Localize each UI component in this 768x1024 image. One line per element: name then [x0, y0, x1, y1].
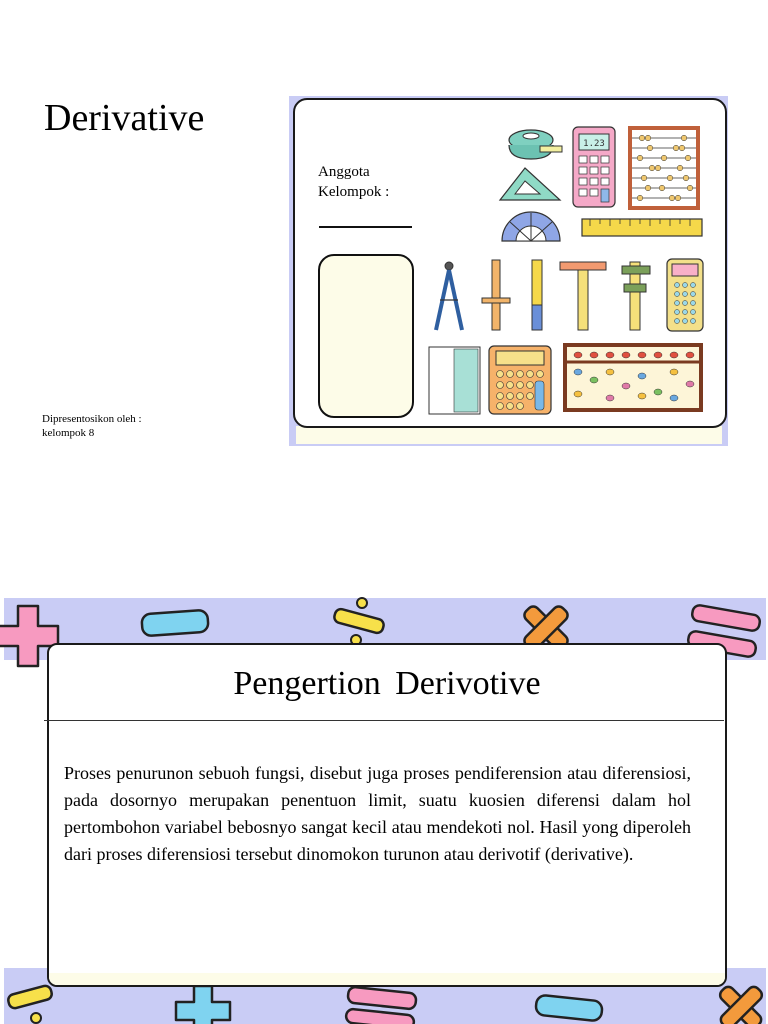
ruler-icon: [582, 219, 702, 236]
plus-sign-bottom-icon: [176, 986, 230, 1024]
protractor-icon: [502, 212, 560, 241]
minus-sign-bottom-icon: [535, 995, 603, 1022]
t-square-icon: [482, 260, 510, 330]
cover-title: Derivative: [44, 97, 205, 139]
members-label-line1: Anggota: [318, 164, 370, 180]
t-ruler-icon: [560, 262, 606, 330]
multiply-sign-bottom-icon: [718, 984, 765, 1024]
minus-sign-icon: [141, 610, 208, 637]
abacus-tall-icon: [630, 128, 698, 208]
definition-body: Proses penurunon sebuoh fungsi, disebut juga proses pendiferension atau diferensiosi, pada dosornyo merupakan penentuon limit, suatu kuosien diferensi dalam hol pertombohon variabel bebosnyo sangat kecil atau mendekoti nol. Hasil yong diperoleh dari proses diferensiosi tersebut dinomokon turunon atau derivotif (derivative).: [64, 763, 691, 864]
calculator-scientific-icon: [667, 259, 703, 331]
calculator-pink-icon: [573, 127, 615, 207]
set-square-icon: [500, 168, 560, 200]
compass-icon: [436, 262, 462, 330]
measuring-tape-icon: [509, 130, 562, 159]
calculator-orange-icon: [489, 346, 551, 414]
members-label-line2: Kelompok :: [318, 183, 390, 200]
division-sign-icon: [333, 598, 385, 645]
caliper-icon: [622, 262, 650, 330]
definition-card-strip: [49, 973, 725, 985]
grid-paper-icon: [429, 347, 480, 414]
title-divider: [44, 720, 724, 721]
vertical-ruler-icon: [532, 260, 542, 330]
presented-by-label: Dipresentosikon oleh :: [42, 413, 142, 425]
equals-sign-bottom-icon: [345, 986, 416, 1024]
definition-title: Pengertion Derivotive: [233, 665, 541, 702]
division-sign-bottom-icon: [7, 985, 53, 1023]
abacus-wide-icon: [565, 345, 701, 410]
group-name: kelompok 8: [42, 427, 95, 440]
calculator-display: 1.23: [583, 139, 605, 149]
